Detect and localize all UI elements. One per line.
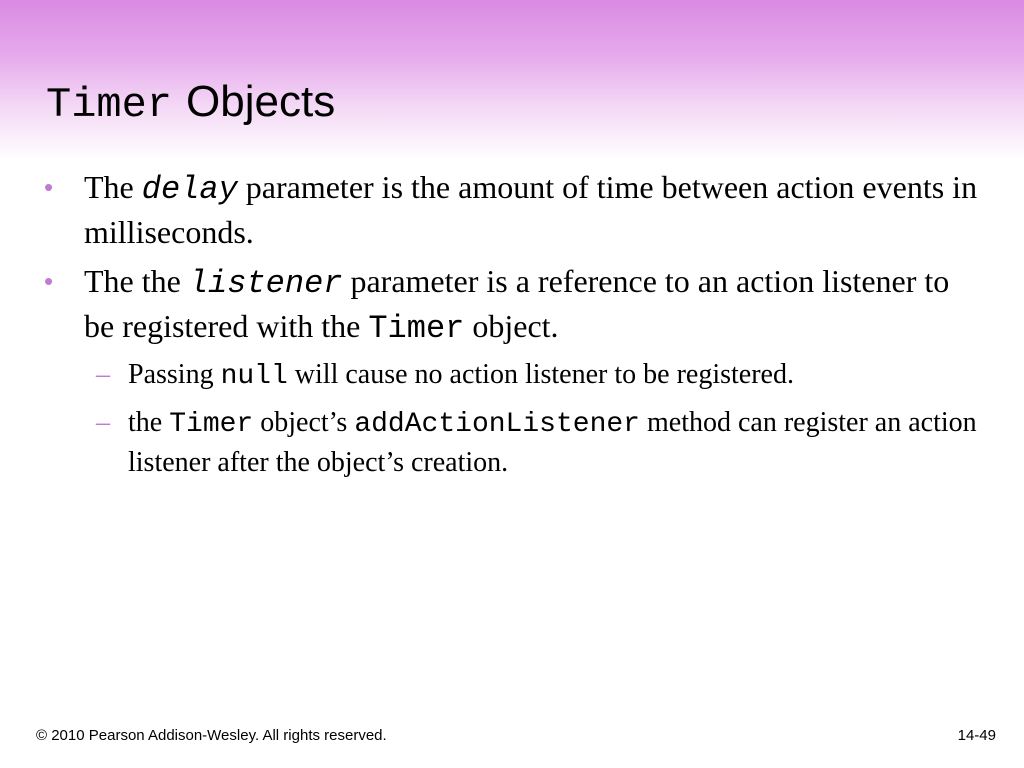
bullet-code: delay	[141, 171, 238, 208]
bullet-delay	[40, 166, 980, 254]
slide-title	[46, 78, 335, 128]
slide-title-code: Timer	[46, 81, 173, 129]
sub-bullet-code: Timer	[169, 409, 254, 440]
slide-content	[40, 166, 980, 490]
sub-bullet-code: null	[220, 361, 288, 392]
bullet-text: The the	[84, 263, 181, 299]
bullet-code: listener	[188, 265, 343, 302]
sub-bullet-marker: –	[96, 359, 110, 390]
sub-bullet-text: the	[128, 407, 163, 438]
sub-bullet-text: method can register an action listener after the object’s creation.	[128, 407, 977, 478]
footer-copyright: © 2010 Pearson Addison-Wesley. All rights reserved.	[36, 727, 387, 744]
bullet-code: Timer	[368, 310, 465, 347]
bullet-listener	[40, 260, 980, 350]
sub-bullet-text: will cause no action listener to be registered.	[294, 359, 794, 390]
sub-bullet-code: addActionListener	[354, 409, 640, 440]
sub-bullet-null	[40, 356, 980, 396]
bullet-text: parameter is the amount of time between action events in milliseconds.	[84, 169, 978, 250]
bullet-marker: •	[44, 172, 54, 202]
slide-title-text: Objects	[186, 77, 336, 126]
sub-bullet-marker: –	[96, 407, 110, 438]
sub-bullet-text: Passing	[128, 359, 214, 390]
bullet-text: The	[84, 169, 134, 205]
sub-bullet-text: object’s	[260, 407, 348, 438]
bullet-text: parameter is a reference to an action listener to be registered with the	[84, 263, 950, 344]
sub-bullet-add-listener	[40, 404, 980, 482]
footer-page-number: 14-49	[957, 727, 996, 744]
bullet-marker: •	[44, 266, 54, 296]
bullet-text: object.	[472, 308, 559, 344]
